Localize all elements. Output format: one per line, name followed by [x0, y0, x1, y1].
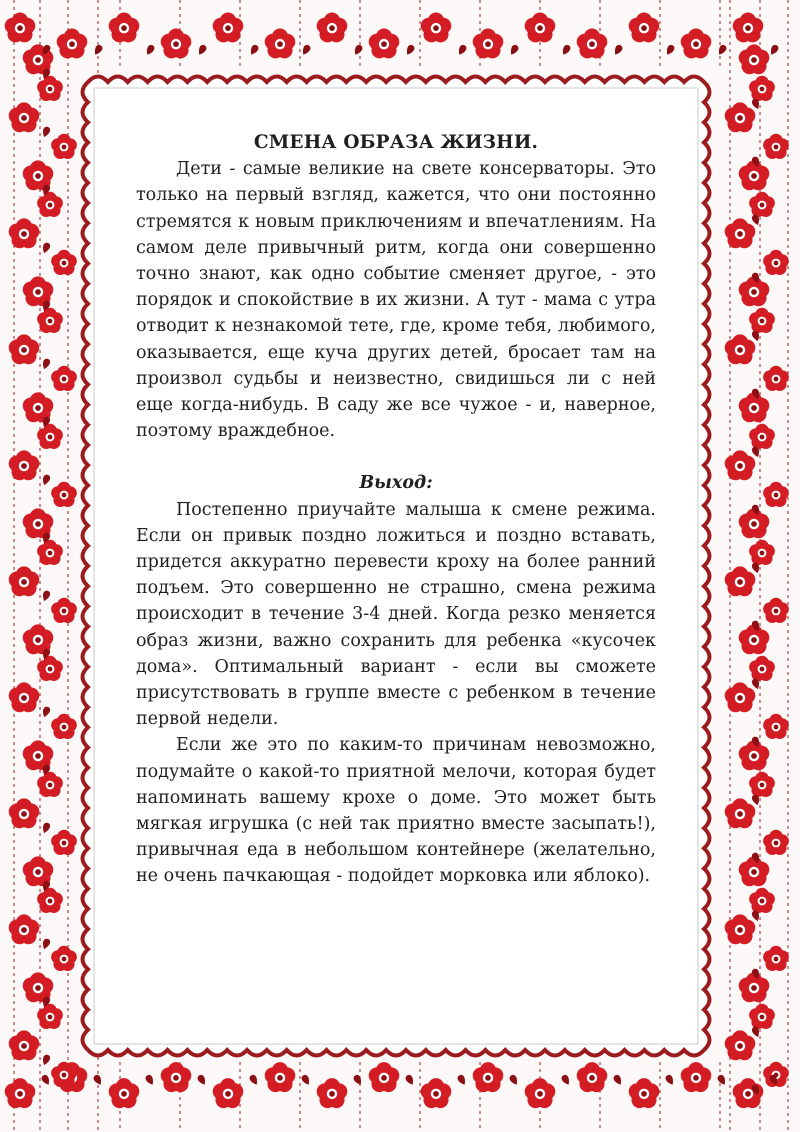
document-title: СМЕНА ОБРАЗА ЖИЗНИ. — [253, 132, 539, 153]
document-body — [136, 130, 656, 890]
paragraph-advice: Постепенно приучайте малыша к смене режима. Если он привык поздно ложиться и поздно вставать, придется аккуратно перевести кроху на более ранний подъем. Это совершенно не страшно, смена режима происходит в течение 3-4 дней. Когда резко меняется образ жизни, важно сохранить для ребенка «кусочек дома». Оптимальный вариант - если вы сможете присутствовать в группе вместе с ребенком в течение первой недели. — [136, 499, 656, 730]
paragraph-comfort: Если же это по каким-то причинам невозможно, подумайте о какой-то приятной мелочи, которая будет напоминать вашему крохе о доме. Это может быть мягкая игрушка (с ней так приятно вместе засыпать!), привычная еда в небольшом контейнере (желательно, не очень пачкающая - подойдет морковка или яблоко). — [136, 735, 656, 887]
section-subtitle: Выход: — [359, 473, 433, 494]
paragraph-intro: Дети - самые великие на свете консерваторы. Это только на первый взгляд, кажется, что они постоянно стремятся к новым приключениям и впечатлениям. На самом деле привычный ритм, когда они совершенно точно знают, как одно событие сменяет другое, - это порядок и спокойствие в их жизни. А тут - мама с утра отводит к незнакомой тете, где, кроме тебя, любимого, оказывается, еще куча других детей, бросает там на произвол судьбы и неизвестно, свидишься ли с ней еще когда-нибудь. В саду же все чужое - и, наверное, поэтому враждебное. — [136, 159, 656, 442]
